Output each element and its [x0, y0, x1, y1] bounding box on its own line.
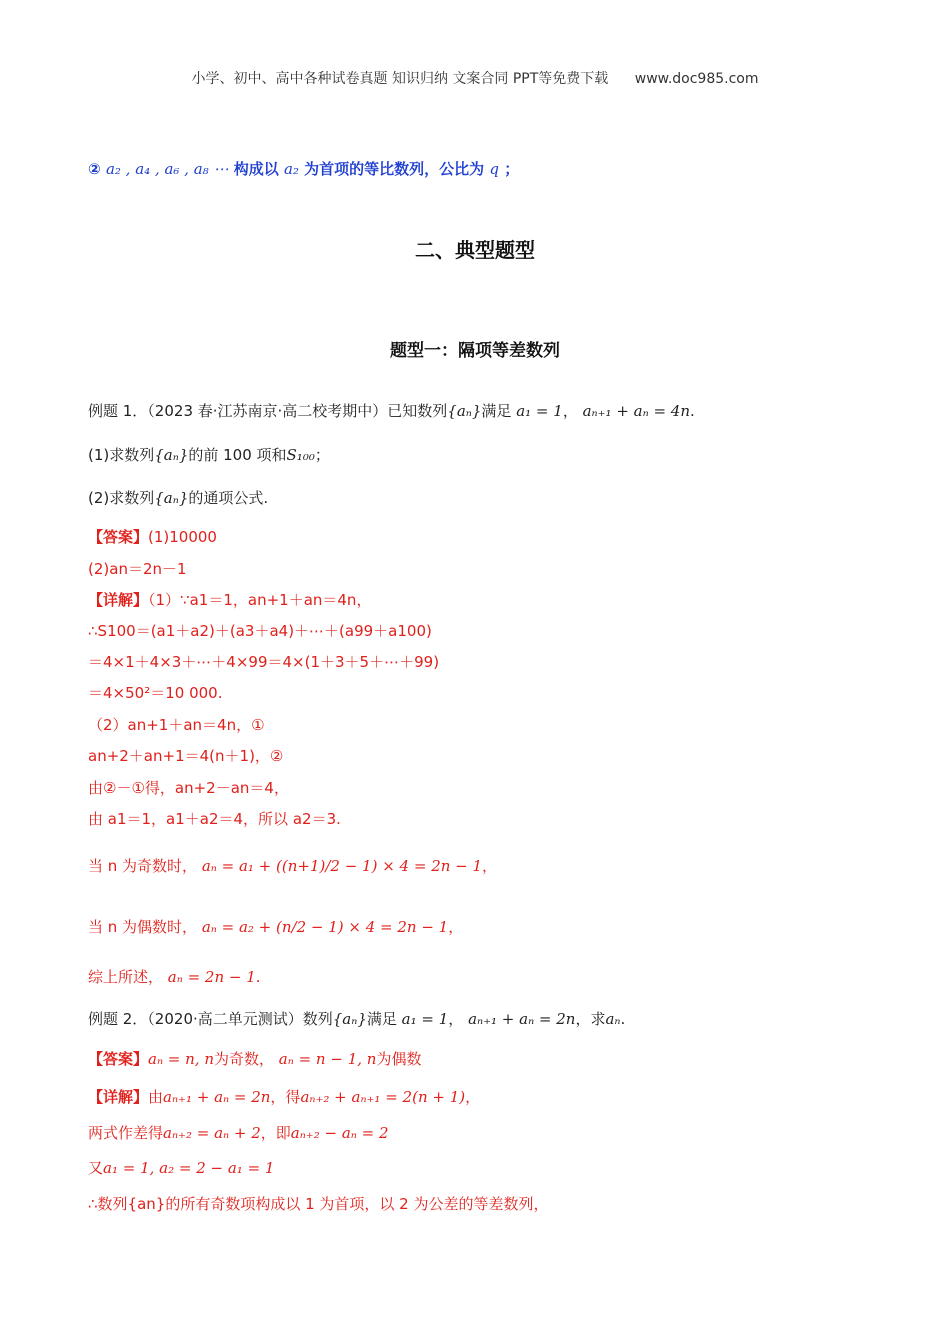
even-case-line	[88, 916, 463, 938]
first-term: a₂	[283, 160, 299, 178]
page-header	[0, 68, 950, 88]
text: 为首项的等比数列，公比为	[304, 160, 485, 178]
text: (2)求数列	[88, 489, 155, 507]
header-text: 小学、初中、高中各种试卷真题 知识归纳 文案合同 PPT等免费下载	[191, 71, 609, 87]
text: ，	[562, 402, 578, 420]
text: ，即	[260, 1124, 291, 1142]
question-2	[88, 487, 268, 509]
answer-tag: 【答案】	[88, 1050, 149, 1068]
text: ，	[465, 1088, 481, 1106]
target: aₙ	[605, 1010, 621, 1028]
text: (1)求数列	[88, 446, 155, 464]
condition-2: aₙ₊₁ + aₙ = 2n	[468, 1010, 576, 1028]
ex2-answer-line	[88, 1048, 421, 1070]
text: 构成以	[233, 160, 279, 178]
detail-line-2: ∴S100＝(a1＋a2)＋(a3＋a4)＋⋯＋(a99＋a100)	[88, 622, 432, 640]
answer-formula-odd: aₙ = n, n	[148, 1050, 214, 1068]
detail-line-4: ＝4×50²＝10 000.	[88, 684, 223, 702]
formula: aₙ₊₁ + aₙ = 2n	[163, 1088, 271, 1106]
conclusion-line	[88, 966, 261, 988]
question-1	[88, 444, 330, 466]
even-terms-sequence: a₂ , a₄ , a₆ , a₈ ⋯	[105, 160, 229, 178]
detail-line-8: 由 a1＝1，a1＋a2＝4，所以 a2＝3.	[88, 810, 341, 828]
text: 为偶数	[376, 1050, 422, 1068]
answer-1: (1)10000	[148, 528, 217, 546]
example-1-statement	[88, 400, 695, 422]
text: 的前 100 项和	[188, 446, 287, 464]
detail-tag: 【详解】	[88, 591, 149, 609]
text: .	[255, 968, 261, 986]
sequence: {aₙ}	[447, 402, 482, 420]
condition-1: a₁ = 1	[516, 402, 563, 420]
odd-case-line	[88, 855, 497, 877]
text: 的通项公式.	[188, 489, 269, 507]
text: ；	[314, 446, 330, 464]
type-title: 题型一：隔项等差数列	[390, 341, 560, 361]
text: ，	[448, 1010, 464, 1028]
detail-line-5: （2）an+1＋an＝4n，①	[88, 716, 265, 734]
ex2-detail-2	[88, 1122, 389, 1144]
text: ，求	[575, 1010, 606, 1028]
ex2-detail-4: ∴数列{an}的所有奇数项构成以 1 为首项，以 2 为公差的等差数列，	[88, 1195, 549, 1213]
even-case-formula: aₙ = a₂ + (n/2 − 1) × 4 = 2n − 1	[201, 918, 449, 936]
text: 由	[148, 1088, 164, 1106]
header-url[interactable]: www.doc985.com	[634, 71, 759, 87]
text: ，	[482, 857, 498, 875]
odd-case-formula: aₙ = a₁ + ((n+1)/2 − 1) × 4 = 2n − 1	[201, 857, 483, 875]
text: （1）∵a1＝1，an+1＋an＝4n，	[148, 591, 372, 609]
detail-tag: 【详解】	[88, 1088, 149, 1106]
text: ，得	[270, 1088, 301, 1106]
text: 为奇数，	[214, 1050, 275, 1068]
text: 综上所述，	[88, 968, 164, 986]
example-2-statement	[88, 1008, 625, 1030]
text: 满足	[366, 1010, 397, 1028]
sequence: {aₙ}	[332, 1010, 367, 1028]
text: 满足	[481, 402, 512, 420]
answer-1-line	[88, 526, 217, 548]
section-title: 二、典型题型	[415, 238, 535, 262]
answer-formula-even: aₙ = n − 1, n	[278, 1050, 377, 1068]
example-label: 例题 1．（2023 春·江苏南京·高二校考期中）已知数列	[88, 402, 448, 420]
property-2-line	[88, 158, 519, 180]
ex2-detail-3	[88, 1157, 274, 1179]
formula: aₙ₊₂ = aₙ + 2	[163, 1124, 261, 1142]
formula: aₙ₊₂ + aₙ₊₁ = 2(n + 1)	[300, 1088, 466, 1106]
detail-line-7: 由②－①得，an+2－an＝4，	[88, 779, 289, 797]
text: ，	[448, 918, 464, 936]
detail-line-1	[88, 589, 371, 611]
text: 当 n 为偶数时，	[88, 918, 198, 936]
condition-2: aₙ₊₁ + aₙ = 4n	[582, 402, 690, 420]
text: 两式作差得	[88, 1124, 164, 1142]
ratio-q: q	[489, 160, 499, 178]
condition-1: a₁ = 1	[401, 1010, 449, 1028]
detail-line-3: ＝4×1＋4×3＋⋯＋4×99＝4×(1＋3＋5＋⋯＋99)	[88, 653, 440, 671]
sequence: {aₙ}	[154, 489, 189, 507]
circled-2: ②	[88, 160, 101, 178]
text: .	[690, 402, 695, 420]
conclusion-formula: aₙ = 2n − 1	[167, 968, 256, 986]
answer-tag: 【答案】	[88, 528, 149, 546]
formula: a₁ = 1, a₂ = 2 − a₁ = 1	[103, 1159, 275, 1177]
text: .	[620, 1010, 626, 1028]
text: 又	[88, 1159, 104, 1177]
sequence: {aₙ}	[154, 446, 189, 464]
answer-2-line: (2)an＝2n－1	[88, 560, 187, 578]
sum-symbol: S₁₀₀	[286, 446, 315, 464]
formula: aₙ₊₂ − aₙ = 2	[290, 1124, 389, 1142]
text: ；	[504, 160, 520, 178]
text: 当 n 为奇数时，	[88, 857, 198, 875]
detail-line-6: an+2＋an+1＝4(n＋1)，②	[88, 747, 284, 765]
example-label: 例题 2．（2020·高二单元测试）数列	[88, 1010, 333, 1028]
ex2-detail-1	[88, 1086, 480, 1108]
